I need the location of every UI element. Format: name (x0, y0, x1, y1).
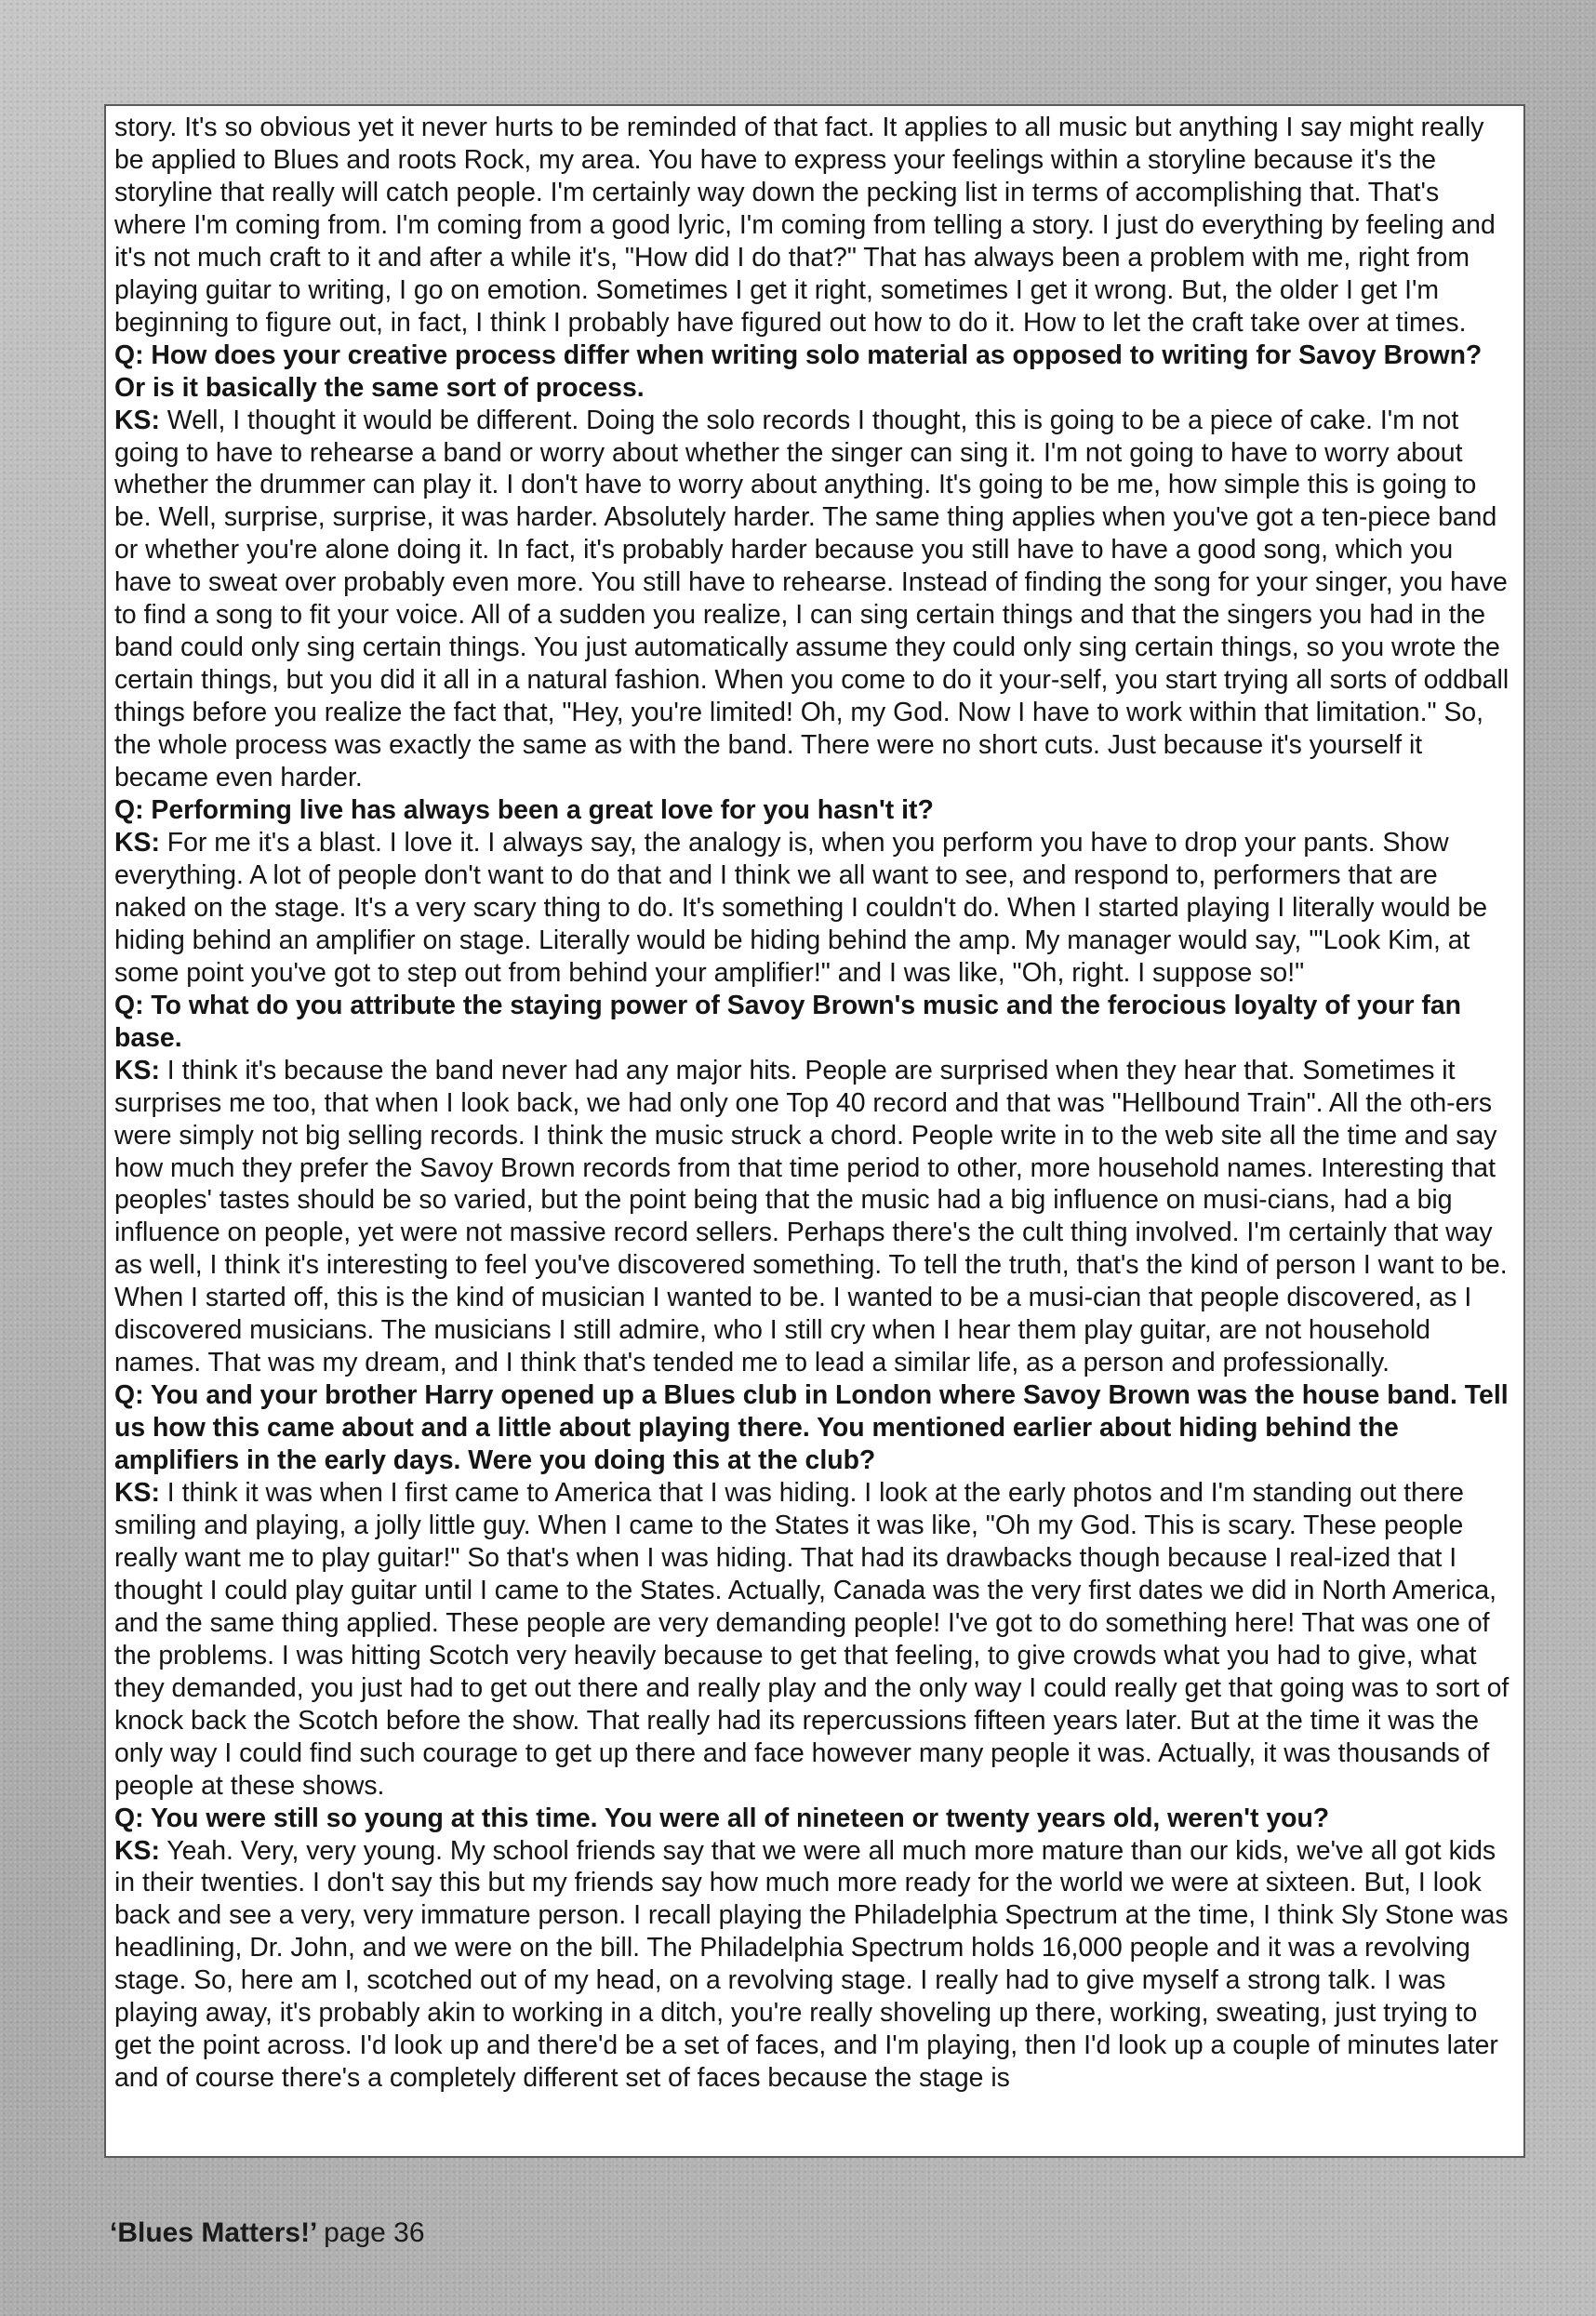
answer-text: I think it was when I first came to America that I was hiding. I look at the early photos and I'm standing out there smiling and playing, a jolly little guy. When I came to the States it was like, "Oh my God. This is scary. These people really want me to play guitar!" So that's when I was hiding. That had its drawbacks though because I real-ized that I thought I could play guitar until I came to the States. Actually, Canada was the very first dates we did in North America, and the same thing applied. These people are very demanding people! I've got to do something here! That was one of the problems. I was hitting Scotch very heavily because to get that feeling, to give crowds what you had to give, what they demanded, you just had to get out there and really play and the only way I could really get that going was to sort of knock back the Scotch before the show. That really had its repercussions fifteen years later. But at the time it was the only way I could find such courage to get up there and face however many people it was. Actually, it was thousands of people at these shows. (114, 1478, 1510, 1801)
answer-text: I think it's because the band never had any major hits. People are surprised when they hear that. Sometimes it surprises me too, that when I look back, we had only one Top 40 record and that was "Hellbound Train". All the oth-ers were simply not big selling records. I think the music struck a chord. People write in to the web site all the time and say how much they prefer the Savoy Brown records from that time period to other, more household names. Interesting that peoples' tastes should be so varied, but the point being that the music had a big influence on musi-cians, had a big influence on people, yet were not massive record sellers. Perhaps there's the cult thing involved. I'm certainly that way as well, I think it's interesting to feel you've discovered something. To tell the truth, that's the kind of person I want to be. When I started off, this is the kind of musician I wanted to be. I wanted to be a musi-cian that people discovered, as I discovered musicians. The musicians I still admire, who I still cry when I hear them play guitar, are not household names. That was my dream, and I think that's tended me to lead a similar life, as a person and professionally. (114, 1055, 1508, 1378)
speaker-label: KS: (114, 1478, 160, 1509)
question: Q: To what do you attribute the staying power of Savoy Brown's music and the ferocious loyalty of your fan base. (114, 990, 1462, 1053)
answer (114, 1055, 1516, 1380)
question: Q: How does your creative process differ when writing solo material as opposed to writing for Savoy Brown? Or is it basically the same sort of process. (114, 339, 1483, 403)
answer-text: For me it's a blast. I love it. I always say, the analogy is, when you perform you have to drop your pants. Show everything. A lot of people don't want to do that and I think we all want to see, and respond to, performers that are naked on the stage. It's a very scary thing to do. It's something I couldn't do. When I started playing I literally would be hiding behind an amplifier on stage. Literally would be hiding behind the amp. My manager would say, '"Look Kim, at some point you've got to step out from behind your amplifier!" and I was like, "Oh, right. I suppose so!" (114, 827, 1488, 988)
question: Q: You and your brother Harry opened up a Blues club in London where Savoy Brown was the house band. Tell us how this came about and a little about playing there. You mentioned earlier about hiding behind the amplifiers in the early days. Were you doing this at the club? (114, 1380, 1509, 1476)
question: Q: You were still so young at this time. You were all of nineteen or twenty years old, weren't you? (114, 1803, 1330, 1833)
question: Q: Performing live has always been a great love for you hasn't it? (114, 795, 934, 826)
speaker-label: KS: (114, 405, 160, 435)
speaker-label: KS: (114, 1055, 160, 1085)
answer-text: Well, I thought it would be different. Doing the solo records I thought, this is going to be a piece of cake. I'm not going to have to rehearse a band or worry about whether the singer can sing it. I'm not going to have to worry about whether the drummer can play it. I don't have to worry about anything. It's going to be me, how simple this is going to be. Well, surprise, surprise, it was harder. Absolutely harder. The same thing applies when you've got a ten-piece band or whether you're alone doing it. In fact, it's probably harder because you still have to have a good song, which you have to sweat over probably even more. You still have to rehearse. Instead of finding the song for your singer, you have to find a song to fit your voice. All of a sudden you realize, I can sing certain things and that the singers you had in the band could only sing certain things. You just automatically assume they could only sing certain things, so you wrote the certain things, but you did it all in a natural fashion. When you come to do it your-self, you start trying all sorts of oddball things before you realize the fact that, "Hey, you're limited! Oh, my God. Now I have to work within that limitation." So, the whole process was exactly the same as with the band. There were no short cuts. Just because it's yourself it became even harder. (114, 405, 1510, 793)
article-panel (104, 104, 1525, 2158)
answer (114, 827, 1516, 990)
page-number: page 36 (324, 2217, 425, 2248)
answer (114, 1477, 1516, 1803)
speaker-label: KS: (114, 827, 160, 858)
answer-text: Yeah. Very, very young. My school friends say that we were all much more mature than our kids, we've all got kids in their twenties. I don't say this but my friends say how much more ready for the world we were at sixteen. But, I look back and see a very, very immature person. I recall playing the Philadelphia Spectrum at the time, I think Sly Stone was headlining, Dr. John, and we were on the bill. The Philadelphia Spectrum holds 16,000 people and it was a revolving stage. So, here am I, scotched out of my head, on a revolving stage. I really had to give myself a strong talk. I was playing away, it's probably akin to working in a ditch, you're really shoveling up there, working, sweating, just trying to get the point across. I'd look up and there'd be a set of faces, and I'm playing, then I'd look up a couple of minutes later and of course there's a completely different set of faces because the stage is (114, 1835, 1509, 2094)
page-footer (110, 2217, 425, 2249)
answer (114, 1835, 1516, 2096)
article-body (114, 112, 1516, 2095)
intro-paragraph: story. It's so obvious yet it never hurts to be reminded of that fact. It applies to all music but anything I say might really be applied to Blues and roots Rock, my area. You have to express your feelings within a storyline because it's the storyline that really will catch people. I'm certainly way down the pecking list in terms of accomplishing that. That's where I'm coming from. I'm coming from a good lyric, I'm coming from telling a story. I just do everything by feeling and it's not much craft to it and after a while it's, "How did I do that?" That has always been a problem with me, right from playing guitar to writing, I go on emotion. Sometimes I get it right, sometimes I get it wrong. But, the older I get I'm beginning to figure out, in fact, I think I probably have figured out how to do it. How to let the craft take over at times. (114, 113, 1496, 338)
answer (114, 405, 1516, 794)
speaker-label: KS: (114, 1835, 160, 1866)
publication-name: ‘Blues Matters!’ (110, 2217, 316, 2248)
